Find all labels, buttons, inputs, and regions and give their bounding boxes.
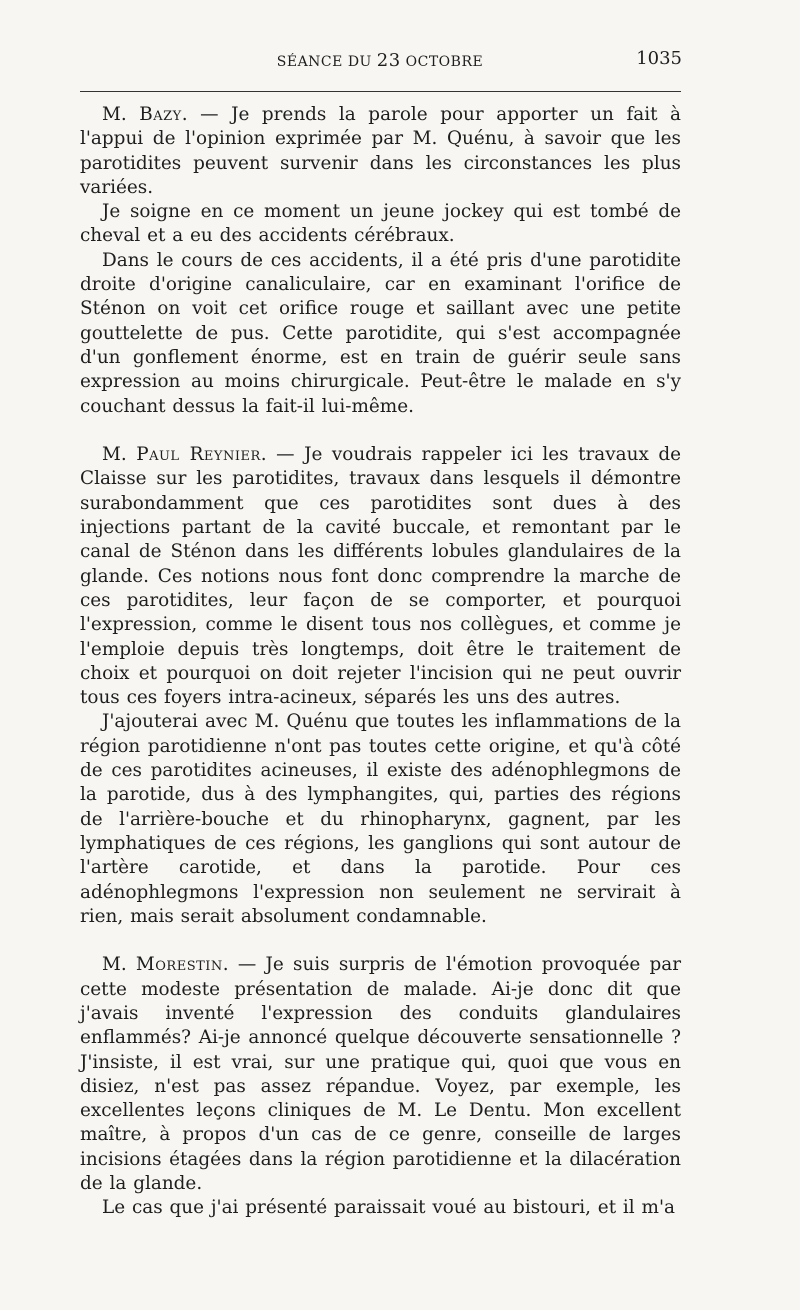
speaker-prefix: M. [102, 104, 140, 125]
paragraph: J'ajouterai avec M. Quénu que toutes les inflammations de la région parotidienne n'ont pas toutes cette origine, et qu'à côté de ces parotidites acineuses, il existe des adénophlegmons de la parotide, dus à des lymphangites, qui, parties des régions de l'arrière-bouche et du rhinopharynx, gagnent, par les lymphatiques de ces régions, les ganglions qui sont autour de l'artère carotide, et dans la parotide. Pour ces adénophlegmons l'expression non seulement ne servirait à rien, mais serait absolument condamnable. [80, 711, 681, 927]
running-title [80, 50, 680, 71]
paragraph-bazy [80, 103, 681, 200]
page-number: 1035 [636, 48, 682, 69]
speaker-name: Morestin [135, 954, 223, 976]
running-title-month: OCTOBRE [400, 54, 484, 70]
page-body [80, 103, 681, 1221]
paragraph: Dans le cours de ces accidents, il a été pris d'une parotidite droite d'origine canaliculaire, car en examinant l'orifice de Sténon on voit cet orifice rouge et saillant avec une petite gouttelette de pus. Cette parotidite, qui s'est accompagnée d'un gonflement énorme, est en train de guérir seule sans expression au moins chirurgicale. Peut-être le malade en s'y couchant dessus la fait-il lui-même. [80, 249, 681, 417]
paragraph-gap [80, 419, 681, 443]
paragraph: Le cas que j'ai présenté paraissait voué au bistouri, et il m'a [102, 1197, 675, 1219]
speaker-name: Paul Reynier [136, 444, 261, 466]
header-rule [80, 91, 681, 92]
speaker-prefix: M. [102, 954, 136, 976]
paragraph-morestin [80, 953, 681, 1196]
running-title-day: 23 [376, 50, 401, 71]
paragraph-reynier [80, 443, 681, 710]
running-header [80, 48, 680, 74]
speaker-prefix: M. [102, 444, 137, 466]
paragraph-text: . — Je suis surpris de l'émotion provoquée par cette modeste présentation de malade. Ai-je donc dit que j'avais inventé l'expression des conduits glandulaires enflammés? Ai-je annoncé quelque découverte sensationnelle ? J'insiste, il est vrai, sur une pratique qui, quoi que vous en disiez, n'est pas assez répandue. Voyez, par exemple, les excellentes leçons cliniques de M. Le Dentu. Mon excellent maître, à propos d'un cas de ce genre, conseille de larges incisions étagées dans la région parotidienne et la dilacération de la glande. [80, 954, 681, 1195]
paragraph: Je soigne en ce moment un jeune jockey qui est tombé de cheval et a eu des accidents cérébraux. [80, 201, 681, 247]
paragraph-text: . — Je prends la parole pour apporter un fait à l'appui de l'opinion exprimée par M. Quénu, à savoir que les parotidites peuvent survenir dans les circonstances les plus variées. [80, 104, 681, 198]
speaker-name: Bazy [139, 104, 182, 125]
paragraph-text: . — Je voudrais rappeler ici les travaux de Claisse sur les parotidites, travaux dans lesquels il démontre surabondamment que ces parotidites sont dues à des injections partant de la cavité buccale, et remontant par le canal de Sténon dans les différents lobules glandulaires de la glande. Ces notions nous font donc comprendre la marche de ces parotidites, leur façon de se comporter, et pourquoi l'expression, comme le disent tous nos collègues, et comme je l'emploie depuis très longtemps, doit être le traitement de choix et pourquoi on doit rejeter l'incision qui ne peut ouvrir tous ces foyers intra-acineux, séparés les uns des autres. [80, 444, 682, 709]
paragraph-gap [80, 929, 681, 953]
running-title-seance: SÉANCE DU [276, 54, 377, 70]
